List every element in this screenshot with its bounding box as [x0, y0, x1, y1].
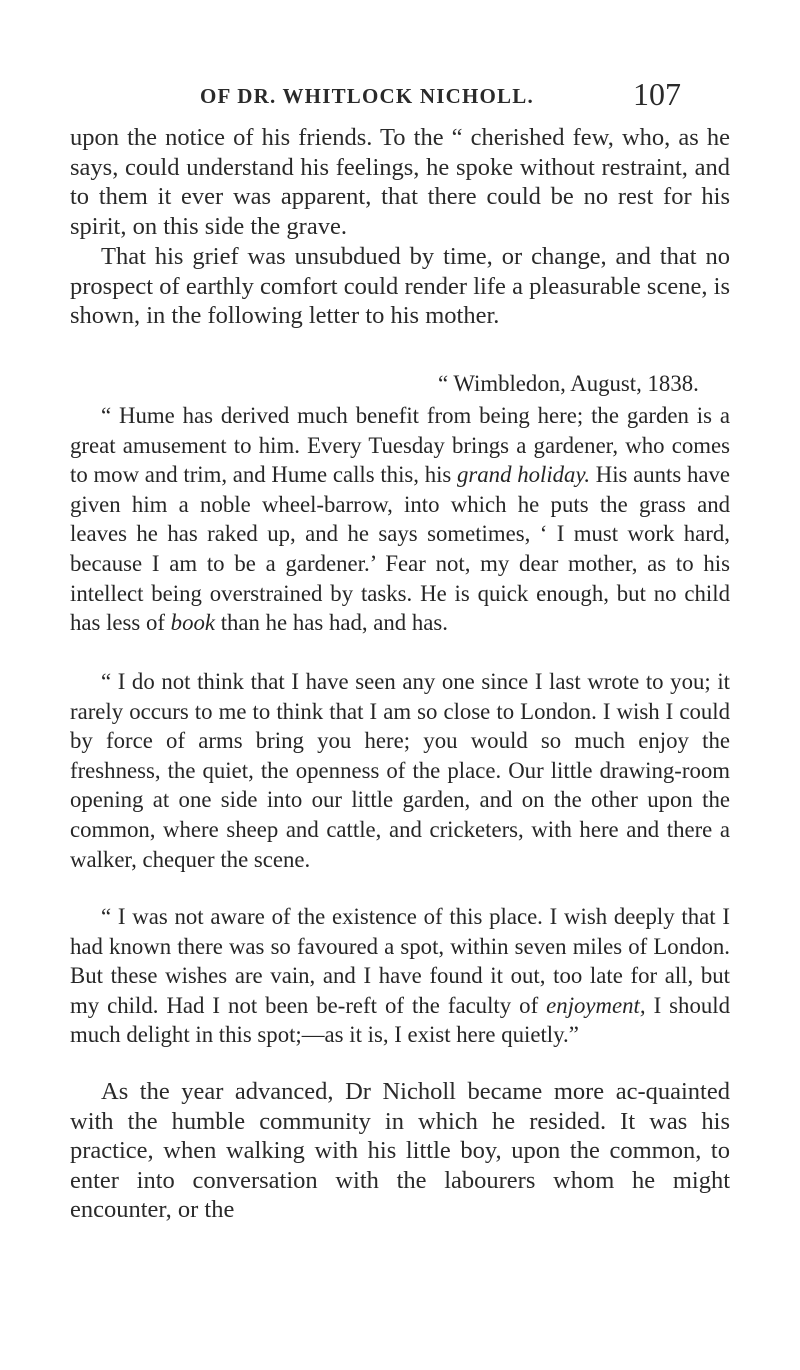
letter-paragraph-2: “ I do not think that I have seen any one since I last wrote to you; it rarely occurs to me to think that I am so close to London. I wish I could by force of arms bring you here; you would so much enjoy the freshness, the quiet, the openness of the place. Our little drawing-room opening at one side into our little garden, and on the other upon the common, where sheep and cattle, and cricketers, with here and there a walker, chequer the scene. [70, 669, 730, 872]
letter-paragraph-1-text-a: “ Hume has derived much benefit from being here; the garden is a great amusement to him. Every Tuesday brings a gardener, who comes to mow and trim, and Hume calls this, his [70, 403, 730, 488]
letter-paragraph-3-text-b: I should much delight in this spot;—as it is, I exist here quietly.” [70, 992, 730, 1048]
letter-paragraph-3 [70, 902, 730, 1050]
running-head [0, 76, 800, 116]
letter-paragraph-1-emphasis: grand holiday. [457, 462, 591, 488]
paragraph-3: As the year advanced, Dr Nicholl became more ac-quainted with the humble community in which he resided. It was his practice, when walking with his little boy, upon the common, to enter into conversation with the labourers whom he might encounter, or the [70, 1078, 730, 1224]
letter-paragraph-3-emphasis: enjoyment, [546, 992, 646, 1018]
paragraph-1: upon the notice of his friends. To the “ cherished few, who, as he says, could understand his feelings, he spoke without restraint, and to them it ever was apparent, that there could be no rest for his spirit, on this side the grave. [70, 124, 730, 240]
letter-paragraph-1-text-b: His aunts have given him a noble wheel-barrow, into which he puts the grass and leaves he has raked up, and he says sometimes, ‘ I must work hard, because I am to be a gardener.’ Fear not, my dear mother, as to his intellect being overstrained by tasks. He is quick enough, but no child has less of [70, 462, 730, 636]
page-number: 107 [633, 76, 681, 112]
letter-paragraph-1-emphasis-book: book [170, 610, 215, 636]
letter-dateline: “ Wimbledon, August, 1838. [438, 371, 699, 396]
paragraph-2: That his grief was unsubdued by time, or change, and that no prospect of earthly comfort could render life a pleasurable scene, is shown, in the following letter to his mother. [70, 243, 730, 330]
running-title: OF DR. WHITLOCK NICHOLL. [200, 84, 534, 108]
letter-paragraph-1-text-c: than he has had, and has. [215, 610, 448, 636]
letter-paragraph-3-text-a: “ I was not aware of the existence of this place. I wish deeply that I had known there was so favoured a spot, within seven miles of London. But these wishes are vain, and I have found it out, too late for all, but my child. Had I not been be-reft of the faculty of [70, 904, 730, 1018]
letter-paragraph-1 [70, 401, 730, 638]
